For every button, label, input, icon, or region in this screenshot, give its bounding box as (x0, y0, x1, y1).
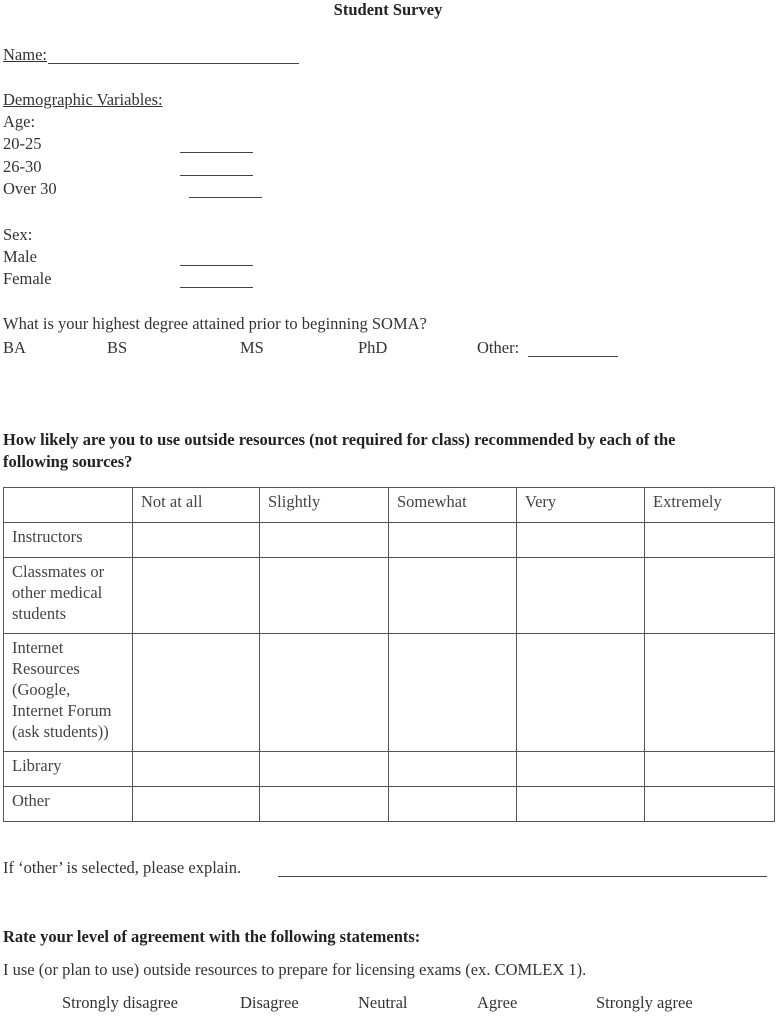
agreement-option-neutral[interactable]: Neutral (358, 993, 408, 1012)
response-cell[interactable] (389, 558, 517, 634)
header-cell: Slightly (260, 488, 389, 523)
response-cell[interactable] (389, 787, 517, 822)
row-label: Library (4, 752, 133, 787)
response-cell[interactable] (517, 558, 645, 634)
demographics-heading: Demographic Variables: (3, 90, 163, 109)
response-cell[interactable] (260, 523, 389, 558)
response-cell[interactable] (260, 752, 389, 787)
sex-label: Sex: (3, 225, 33, 244)
name-field[interactable] (48, 63, 299, 64)
age-label: Age: (3, 112, 36, 131)
agreement-heading: Rate your level of agreement with the following statements: (3, 927, 421, 946)
response-cell[interactable] (645, 558, 775, 634)
resources-question-line1: How likely are you to use outside resources (not required for class) recommended by each of the (3, 430, 676, 449)
degree-option-other: Other: (477, 338, 520, 357)
row-label: Internet Resources (Google, Internet Forum (ask students)) (4, 634, 133, 752)
name-label: Name: (3, 45, 47, 64)
sex-option-male: Male (3, 247, 37, 266)
page-title: Student Survey (333, 0, 443, 19)
header-cell: Not at all (133, 488, 260, 523)
sex-option-female: Female (3, 269, 52, 288)
response-cell[interactable] (645, 787, 775, 822)
age-20-25-blank[interactable] (180, 152, 253, 153)
header-cell: Extremely (645, 488, 775, 523)
table-row (4, 558, 775, 634)
other-explain-field[interactable] (278, 876, 767, 877)
response-cell[interactable] (517, 787, 645, 822)
age-over-30-blank[interactable] (189, 197, 262, 198)
agreement-option-disagree[interactable]: Disagree (240, 993, 299, 1012)
header-cell: Somewhat (389, 488, 517, 523)
agreement-option-agree[interactable]: Agree (477, 993, 518, 1012)
age-option-26-30: 26-30 (3, 157, 42, 176)
response-cell[interactable] (389, 523, 517, 558)
degree-question: What is your highest degree attained prior to beginning SOMA? (3, 314, 427, 333)
response-cell[interactable] (645, 634, 775, 752)
degree-option-ba: BA (3, 338, 26, 357)
male-blank[interactable] (180, 265, 253, 266)
response-cell[interactable] (133, 752, 260, 787)
response-cell[interactable] (133, 634, 260, 752)
age-option-over-30: Over 30 (3, 179, 57, 198)
response-cell[interactable] (260, 634, 389, 752)
response-cell[interactable] (133, 787, 260, 822)
table-row (4, 523, 775, 558)
response-cell[interactable] (260, 787, 389, 822)
degree-option-ms: MS (240, 338, 264, 357)
agreement-statement: I use (or plan to use) outside resources to prepare for licensing exams (ex. COMLEX 1). (3, 960, 587, 979)
response-cell[interactable] (133, 523, 260, 558)
header-cell: Very (517, 488, 645, 523)
female-blank[interactable] (180, 287, 253, 288)
degree-option-bs: BS (107, 338, 128, 357)
table-row (4, 752, 775, 787)
resources-table (3, 487, 775, 822)
response-cell[interactable] (133, 558, 260, 634)
table-header-row (4, 488, 775, 523)
agreement-option-strongly-disagree[interactable]: Strongly disagree (62, 993, 178, 1012)
row-label: Instructors (4, 523, 133, 558)
resources-question-line2: following sources? (3, 452, 133, 471)
row-label: Other (4, 787, 133, 822)
response-cell[interactable] (389, 752, 517, 787)
table-row (4, 787, 775, 822)
other-explain-label: If ‘other’ is selected, please explain. (3, 858, 242, 877)
degree-other-blank[interactable] (528, 356, 618, 357)
response-cell[interactable] (389, 634, 517, 752)
header-cell (4, 488, 133, 523)
age-26-30-blank[interactable] (180, 175, 253, 176)
row-label: Classmates or other medical students (4, 558, 133, 634)
response-cell[interactable] (260, 558, 389, 634)
table-row (4, 634, 775, 752)
age-option-20-25: 20-25 (3, 134, 42, 153)
response-cell[interactable] (517, 752, 645, 787)
response-cell[interactable] (645, 523, 775, 558)
agreement-option-strongly-agree[interactable]: Strongly agree (596, 993, 693, 1012)
response-cell[interactable] (517, 523, 645, 558)
degree-option-phd: PhD (358, 338, 388, 357)
response-cell[interactable] (517, 634, 645, 752)
response-cell[interactable] (645, 752, 775, 787)
